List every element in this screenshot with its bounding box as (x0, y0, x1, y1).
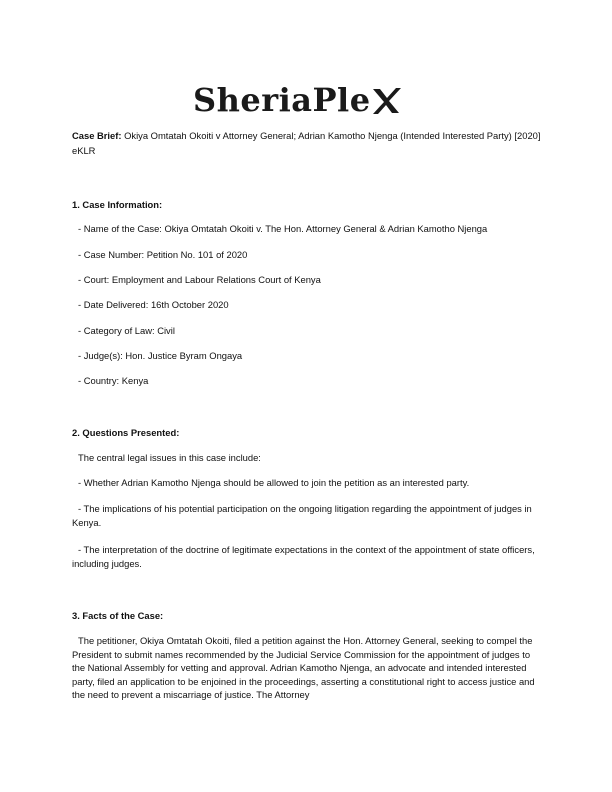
case-info-item: - Country: Kenya (78, 375, 149, 386)
case-info-item: - Judge(s): Hon. Justice Byram Ongaya (78, 350, 243, 361)
facts-heading: 3. Facts of the Case: (72, 610, 164, 621)
logo-text: SheriaPle (193, 81, 371, 119)
case-information-heading: 1. Case Information: (72, 199, 163, 210)
questions-intro: The central legal issues in this case include: (78, 452, 261, 463)
sheriaplex-logo (193, 76, 423, 124)
question-item: - The implications of his potential participation on the ongoing litigation regarding the appointment of judges in Kenya. (72, 503, 532, 528)
question-item: - The interpretation of the doctrine of legitimate expectations in the context of the appointment of state officers, including judges. (72, 544, 535, 569)
logo-x-mark-icon (372, 85, 402, 115)
questions-heading: 2. Questions Presented: (72, 427, 180, 438)
case-info-item: - Date Delivered: 16th October 2020 (78, 299, 229, 310)
case-info-item: - Case Number: Petition No. 101 of 2020 (78, 249, 248, 260)
case-info-item: - Category of Law: Civil (78, 325, 175, 336)
case-info-item: - Court: Employment and Labour Relations Court of Kenya (78, 274, 321, 285)
question-item: - Whether Adrian Kamotho Njenga should be allowed to join the petition as an interested party. (78, 477, 470, 488)
case-brief-text: Okiya Omtatah Okoiti v Attorney General; Adrian Kamotho Njenga (Intended Interested Party) [2020] eKLR (72, 130, 541, 156)
case-brief-title (72, 128, 544, 158)
case-info-item: - Name of the Case: Okiya Omtatah Okoiti v. The Hon. Attorney General & Adrian Kamotho Njenga (78, 223, 488, 234)
facts-paragraph: The petitioner, Okiya Omtatah Okoiti, filed a petition against the Hon. Attorney General, seeking to compel the President to submit names recommended by the Judicial Service Commission for the appointment of judges to the National Assembly for vetting and approval. Adrian Kamotho Njenga, an advocate and intended interested party, filed an application to be enjoined in the proceedings, asserting a constitutional right to access justice and the need to prevent a miscarriage of justice. The Attorney (72, 635, 535, 700)
case-brief-label: Case Brief: (72, 130, 122, 141)
